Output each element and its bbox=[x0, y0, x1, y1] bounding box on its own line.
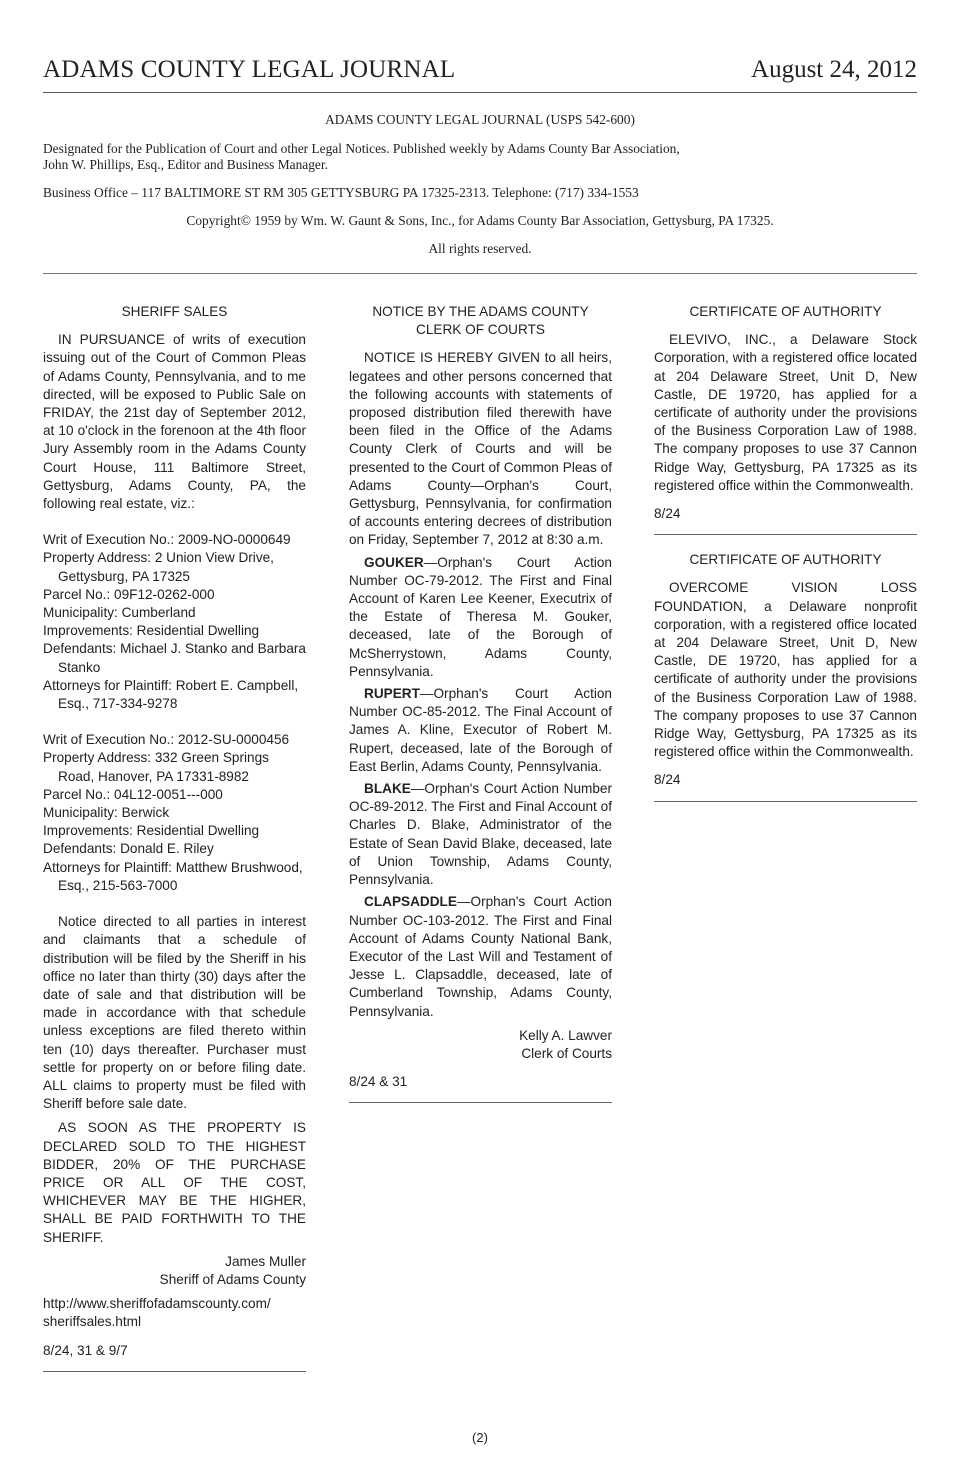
parcel-number: Parcel No.: 04L12-0051---000 bbox=[43, 786, 223, 802]
sheriff-title: Sheriff of Adams County bbox=[159, 1271, 306, 1287]
clerk-notice-column bbox=[349, 303, 612, 1103]
sheriff-sales-intro: IN PURSUANCE of writs of execution issuing out of the Court of Common Pleas of Adams County, Pennsylvania, and to me directed, will be exposed to Public Sale on FRIDAY, the 21st day of September 2012, at 10 o'clock in the forenoon at the 4th floor Jury Assembly room in the Adams County Court House, 111 Baltimore Street, Gettysburg, Adams County, PA, the following real estate, viz.: bbox=[43, 332, 306, 512]
parcel-number: Parcel No.: 09F12-0262-000 bbox=[43, 586, 215, 602]
estate-details: —Orphan's Court Action Number OC-89-2012. The First and Final Account of Charles D. Blake, Administrator of the Estate of Sean David Blake, deceased, late of Union Township, Adams County, Pennsylvania. bbox=[349, 781, 612, 888]
copyright-line: Copyright© 1959 by Wm. W. Gaunt & Sons, Inc., for Adams County Bar Association, Gettysburg, PA 17325. bbox=[186, 213, 774, 228]
journal-title: ADAMS COUNTY LEGAL JOURNAL bbox=[43, 56, 456, 83]
property-address: Property Address: 2 Union View Drive, Gettysburg, PA 17325 bbox=[43, 550, 274, 584]
sheriff-name: James Muller bbox=[225, 1253, 306, 1269]
sheriff-sales-heading: SHERIFF SALES bbox=[121, 304, 228, 319]
distribution-notice: Notice directed to all parties in interest and claimants that a schedule of distribution will be filed by the Sheriff in his office no later than thirty (30) days after the date of sale and that distribution will be made in accordance with that schedule unless exceptions are filed thereto within ten (10) days thereafter. Purchaser must settle for property on or before filing date. ALL claims to property must be filed with Sheriff before sale date. bbox=[43, 914, 306, 1112]
designation-line-1: Designated for the Publication of Court and other Legal Notices. Published weekly by Adams County Bar Association, bbox=[43, 141, 680, 156]
estate-name: RUPERT bbox=[364, 686, 420, 702]
business-office: Business Office – 117 BALTIMORE ST RM 305 GETTYSBURG PA 17325-2313. Telephone: (717) 334-1553 bbox=[43, 185, 639, 200]
page-number: (2) bbox=[472, 1430, 488, 1445]
municipality: Municipality: Cumberland bbox=[43, 605, 196, 621]
clerk-notice-dates: 8/24 & 31 bbox=[349, 1074, 408, 1090]
payment-notice: AS SOON AS THE PROPERTY IS DECLARED SOLD TO THE HIGHEST BIDDER, 20% OF THE PURCHASE PRICE OR ALL OF THE COST, WHICHEVER MAY BE THE HIGHER, SHALL BE PAID FORTHWITH TO THE SHERIFF. bbox=[43, 1120, 306, 1245]
certificate-heading: CERTIFICATE OF AUTHORITY bbox=[689, 304, 882, 319]
estate-entry bbox=[349, 893, 612, 1020]
estate-name: BLAKE bbox=[364, 781, 411, 797]
certificate-notice bbox=[654, 303, 917, 535]
writ-block bbox=[43, 531, 306, 713]
certificates-column bbox=[654, 303, 917, 802]
writ-block bbox=[43, 731, 306, 895]
masthead bbox=[43, 52, 917, 93]
property-address: Property Address: 332 Green Springs Road, Hanover, PA 17331-8982 bbox=[43, 750, 269, 784]
estate-details: —Orphan's Court Action Number OC-79-2012. The First and Final Account of Karen Lee Keener, Executrix of the Estate of Theresa M. Gouker, deceased, late of the Borough of McSherrystown, Adams County, Pennsylvania. bbox=[349, 554, 612, 679]
clerk-notice-intro: NOTICE IS HEREBY GIVEN to all heirs, legatees and other persons concerned that the following accounts with statements of proposed distribution filed therewith have been filed in the Office of the Adams County Clerk of Courts and will be presented to the Court of Common Pleas of Adams County—Orphan's Court, Gettysburg, Pennsylvania, for confirmation of accounts entering decrees of distribution on Friday, September 7, 2012 at 8:30 a.m. bbox=[349, 350, 612, 548]
improvements: Improvements: Residential Dwelling bbox=[43, 823, 260, 839]
sheriff-sales-dates: 8/24, 31 & 9/7 bbox=[43, 1342, 128, 1358]
estate-entry bbox=[349, 554, 612, 681]
plaintiff-attorneys: Attorneys for Plaintiff: Robert E. Campbell, Esq., 717-334-9278 bbox=[43, 677, 299, 712]
clerk-notice-heading: NOTICE BY THE ADAMS COUNTY CLERK OF COURTS bbox=[372, 304, 589, 338]
column-divider bbox=[654, 801, 917, 802]
certificate-date: 8/24 bbox=[654, 506, 681, 522]
certificate-heading: CERTIFICATE OF AUTHORITY bbox=[689, 552, 882, 568]
writ-number: Writ of Execution No.: 2009-NO-0000649 bbox=[43, 532, 291, 548]
rights-line: All rights reserved. bbox=[428, 241, 532, 256]
estate-details: —Orphan's Court Action Number OC-103-2012. The First and Final Account of Adams County National Bank, Executor of the Last Will and Testament of Jesse L. Clapsaddle, deceased, late of Cumberland Township, Adams County, Pennsylvania. bbox=[349, 894, 612, 1019]
usps-line: ADAMS COUNTY LEGAL JOURNAL (USPS 542-600) bbox=[325, 112, 635, 127]
issue-date: August 24, 2012 bbox=[751, 56, 917, 83]
column-divider bbox=[349, 1102, 612, 1103]
certificate-date: 8/24 bbox=[654, 772, 681, 788]
writ-number: Writ of Execution No.: 2012-SU-0000456 bbox=[43, 732, 290, 748]
certificate-body: OVERCOME VISION LOSS FOUNDATION, a Delaware nonprofit corporation, with a registered office located at 204 Delaware Street, Unit D, New Castle, DE 19720, has applied for a certificate of authority under the provisions of the Business Corporation Law of 1988. The company proposes to use 37 Cannon Ridge Way, Gettysburg, PA 17325 as its registered office within the Commonwealth. bbox=[654, 580, 917, 760]
certificate-body: ELEVIVO, INC., a Delaware Stock Corporation, with a registered office located at 204 Delaware Street, Unit D, New Castle, DE 19720, has applied for a certificate of authority under the provisions of the Business Corporation Law of 1988. The company proposes to use 37 Cannon Ridge Way, Gettysburg, PA 17325 as its registered office within the Commonwealth. bbox=[654, 332, 917, 493]
estate-details: —Orphan's Court Action Number OC-85-2012. The Final Account of James A. Kline, Executor of Robert M. Rupert, deceased, late of the Borough of East Berlin, Adams County, Pennsylvania. bbox=[349, 686, 612, 774]
plaintiff-attorneys: Attorneys for Plaintiff: Matthew Brushwood, Esq., 215-563-7000 bbox=[43, 859, 303, 893]
header-divider bbox=[43, 273, 917, 274]
defendants: Defendants: Michael J. Stanko and Barbara Stanko bbox=[43, 641, 306, 675]
estate-entry bbox=[349, 685, 612, 776]
estate-entry bbox=[349, 780, 612, 889]
clerk-title: Clerk of Courts bbox=[521, 1045, 612, 1061]
clerk-name: Kelly A. Lawver bbox=[519, 1027, 612, 1043]
designation-text bbox=[43, 141, 917, 173]
column-divider bbox=[43, 1371, 306, 1372]
estate-name: GOUKER bbox=[364, 554, 424, 570]
certificate-notice bbox=[654, 551, 917, 801]
column-divider bbox=[654, 534, 917, 535]
designation-line-2: John W. Phillips, Esq., Editor and Business Manager. bbox=[43, 157, 328, 172]
sheriff-sales-column bbox=[43, 303, 306, 1372]
improvements: Improvements: Residential Dwelling bbox=[43, 623, 260, 639]
sheriff-sales-url[interactable]: http://www.sheriffofadamscounty.com/ sheriffsales.html bbox=[43, 1296, 271, 1330]
defendants: Defendants: Donald E. Riley bbox=[43, 841, 214, 857]
municipality: Municipality: Berwick bbox=[43, 805, 170, 821]
estate-name: CLAPSADDLE bbox=[364, 894, 457, 910]
